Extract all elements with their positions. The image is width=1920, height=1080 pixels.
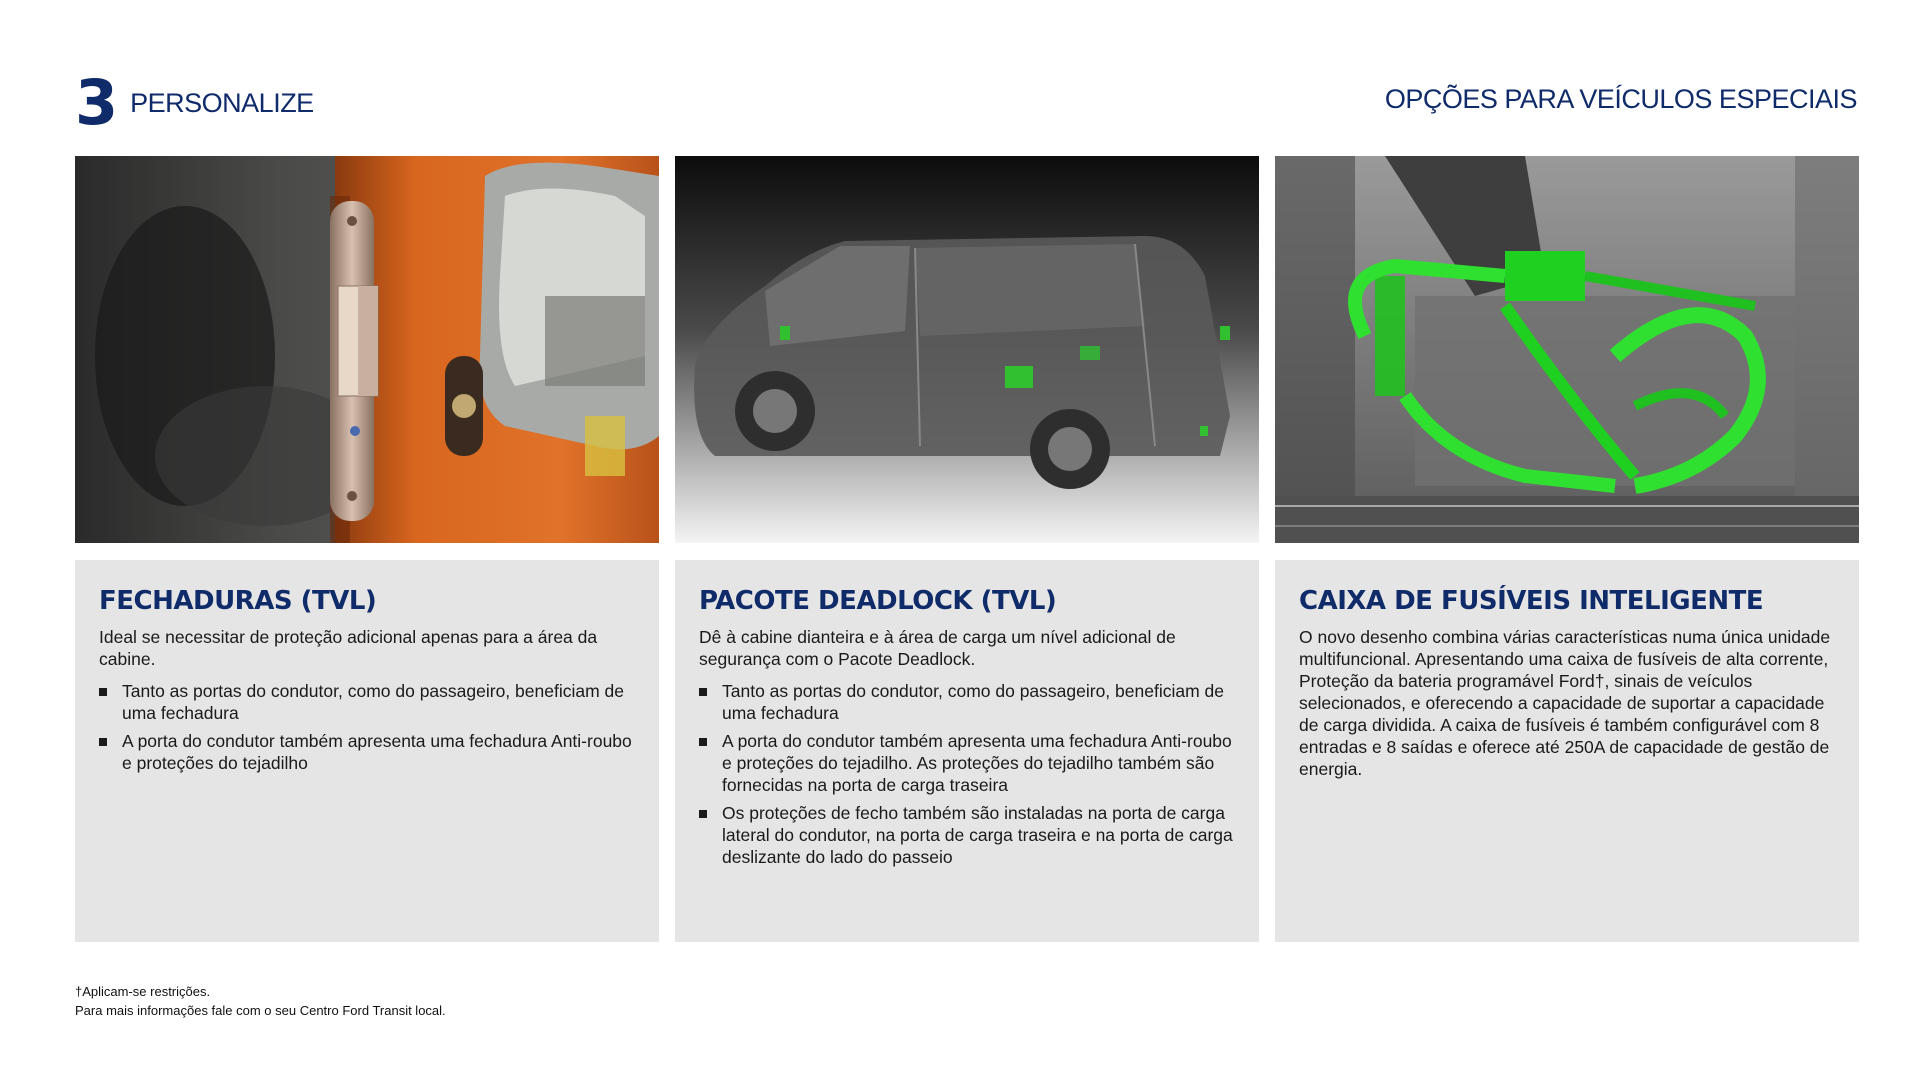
section-title: PERSONALIZE <box>130 87 314 118</box>
card-caixa-fusiveis <box>1275 560 1859 942</box>
van-xray-render <box>675 156 1259 543</box>
section-header <box>75 66 314 139</box>
footnote-restrictions: †Aplicam-se restrições. <box>75 984 211 999</box>
bullet-square-icon <box>99 738 107 746</box>
card-intro: Ideal se necessitar de proteção adicional apenas para a área da cabine. <box>99 627 598 669</box>
card-fechaduras <box>75 560 659 942</box>
bullet-list <box>99 680 635 774</box>
card-title: FECHADURAS (TVL) <box>99 586 377 616</box>
card-pacote-deadlock <box>675 560 1259 942</box>
card-title: PACOTE DEADLOCK (TVL) <box>699 586 1057 616</box>
footnote-contact: Para mais informações fale com o seu Centro Ford Transit local. <box>75 1003 446 1018</box>
door-lock-photo <box>75 156 659 543</box>
list-item: A porta do condutor também apresenta uma fechadura Anti-roubo e proteções do tejadilho. As proteções do tejadilho também são fornecidas na porta de carga traseira <box>699 730 1235 796</box>
card-intro: O novo desenho combina várias características numa única unidade multifuncional. Apresentando uma caixa de fusíveis de alta corrente, Proteção da bateria programável Ford†, sinais de veículos selecionados, e oferecendo a capacidade de suportar a capacidade de carga dividida. A caixa de fusíveis é também configurável com 8 entradas e 8 saídas e oferece até 250A de capacidade de gestão de energia. <box>1299 627 1831 779</box>
list-item: Tanto as portas do condutor, como do passageiro, beneficiam de uma fechadura <box>99 680 635 724</box>
bullet-square-icon <box>99 688 107 696</box>
bullet-square-icon <box>699 688 707 696</box>
bullet-square-icon <box>699 738 707 746</box>
list-item: Os proteções de fecho também são instaladas na porta de carga lateral do condutor, na porta de carga traseira e na porta de carga deslizante do lado do passeio <box>699 802 1235 868</box>
card-intro: Dê à cabine dianteira e à área de carga um nível adicional de segurança com o Pacote Deadlock. <box>699 627 1176 669</box>
section-number: 3 <box>75 66 117 139</box>
fusebox-render <box>1275 156 1859 543</box>
bullet-list <box>699 680 1235 868</box>
card-title: CAIXA DE FUSÍVEIS INTELIGENTE <box>1299 586 1764 616</box>
bullet-square-icon <box>699 810 707 818</box>
list-item: A porta do condutor também apresenta uma fechadura Anti-roubo e proteções do tejadilho <box>99 730 635 774</box>
page-title: OPÇÕES PARA VEÍCULOS ESPECIAIS <box>1384 84 1857 114</box>
list-item: Tanto as portas do condutor, como do passageiro, beneficiam de uma fechadura <box>699 680 1235 724</box>
footnotes <box>75 982 446 1020</box>
